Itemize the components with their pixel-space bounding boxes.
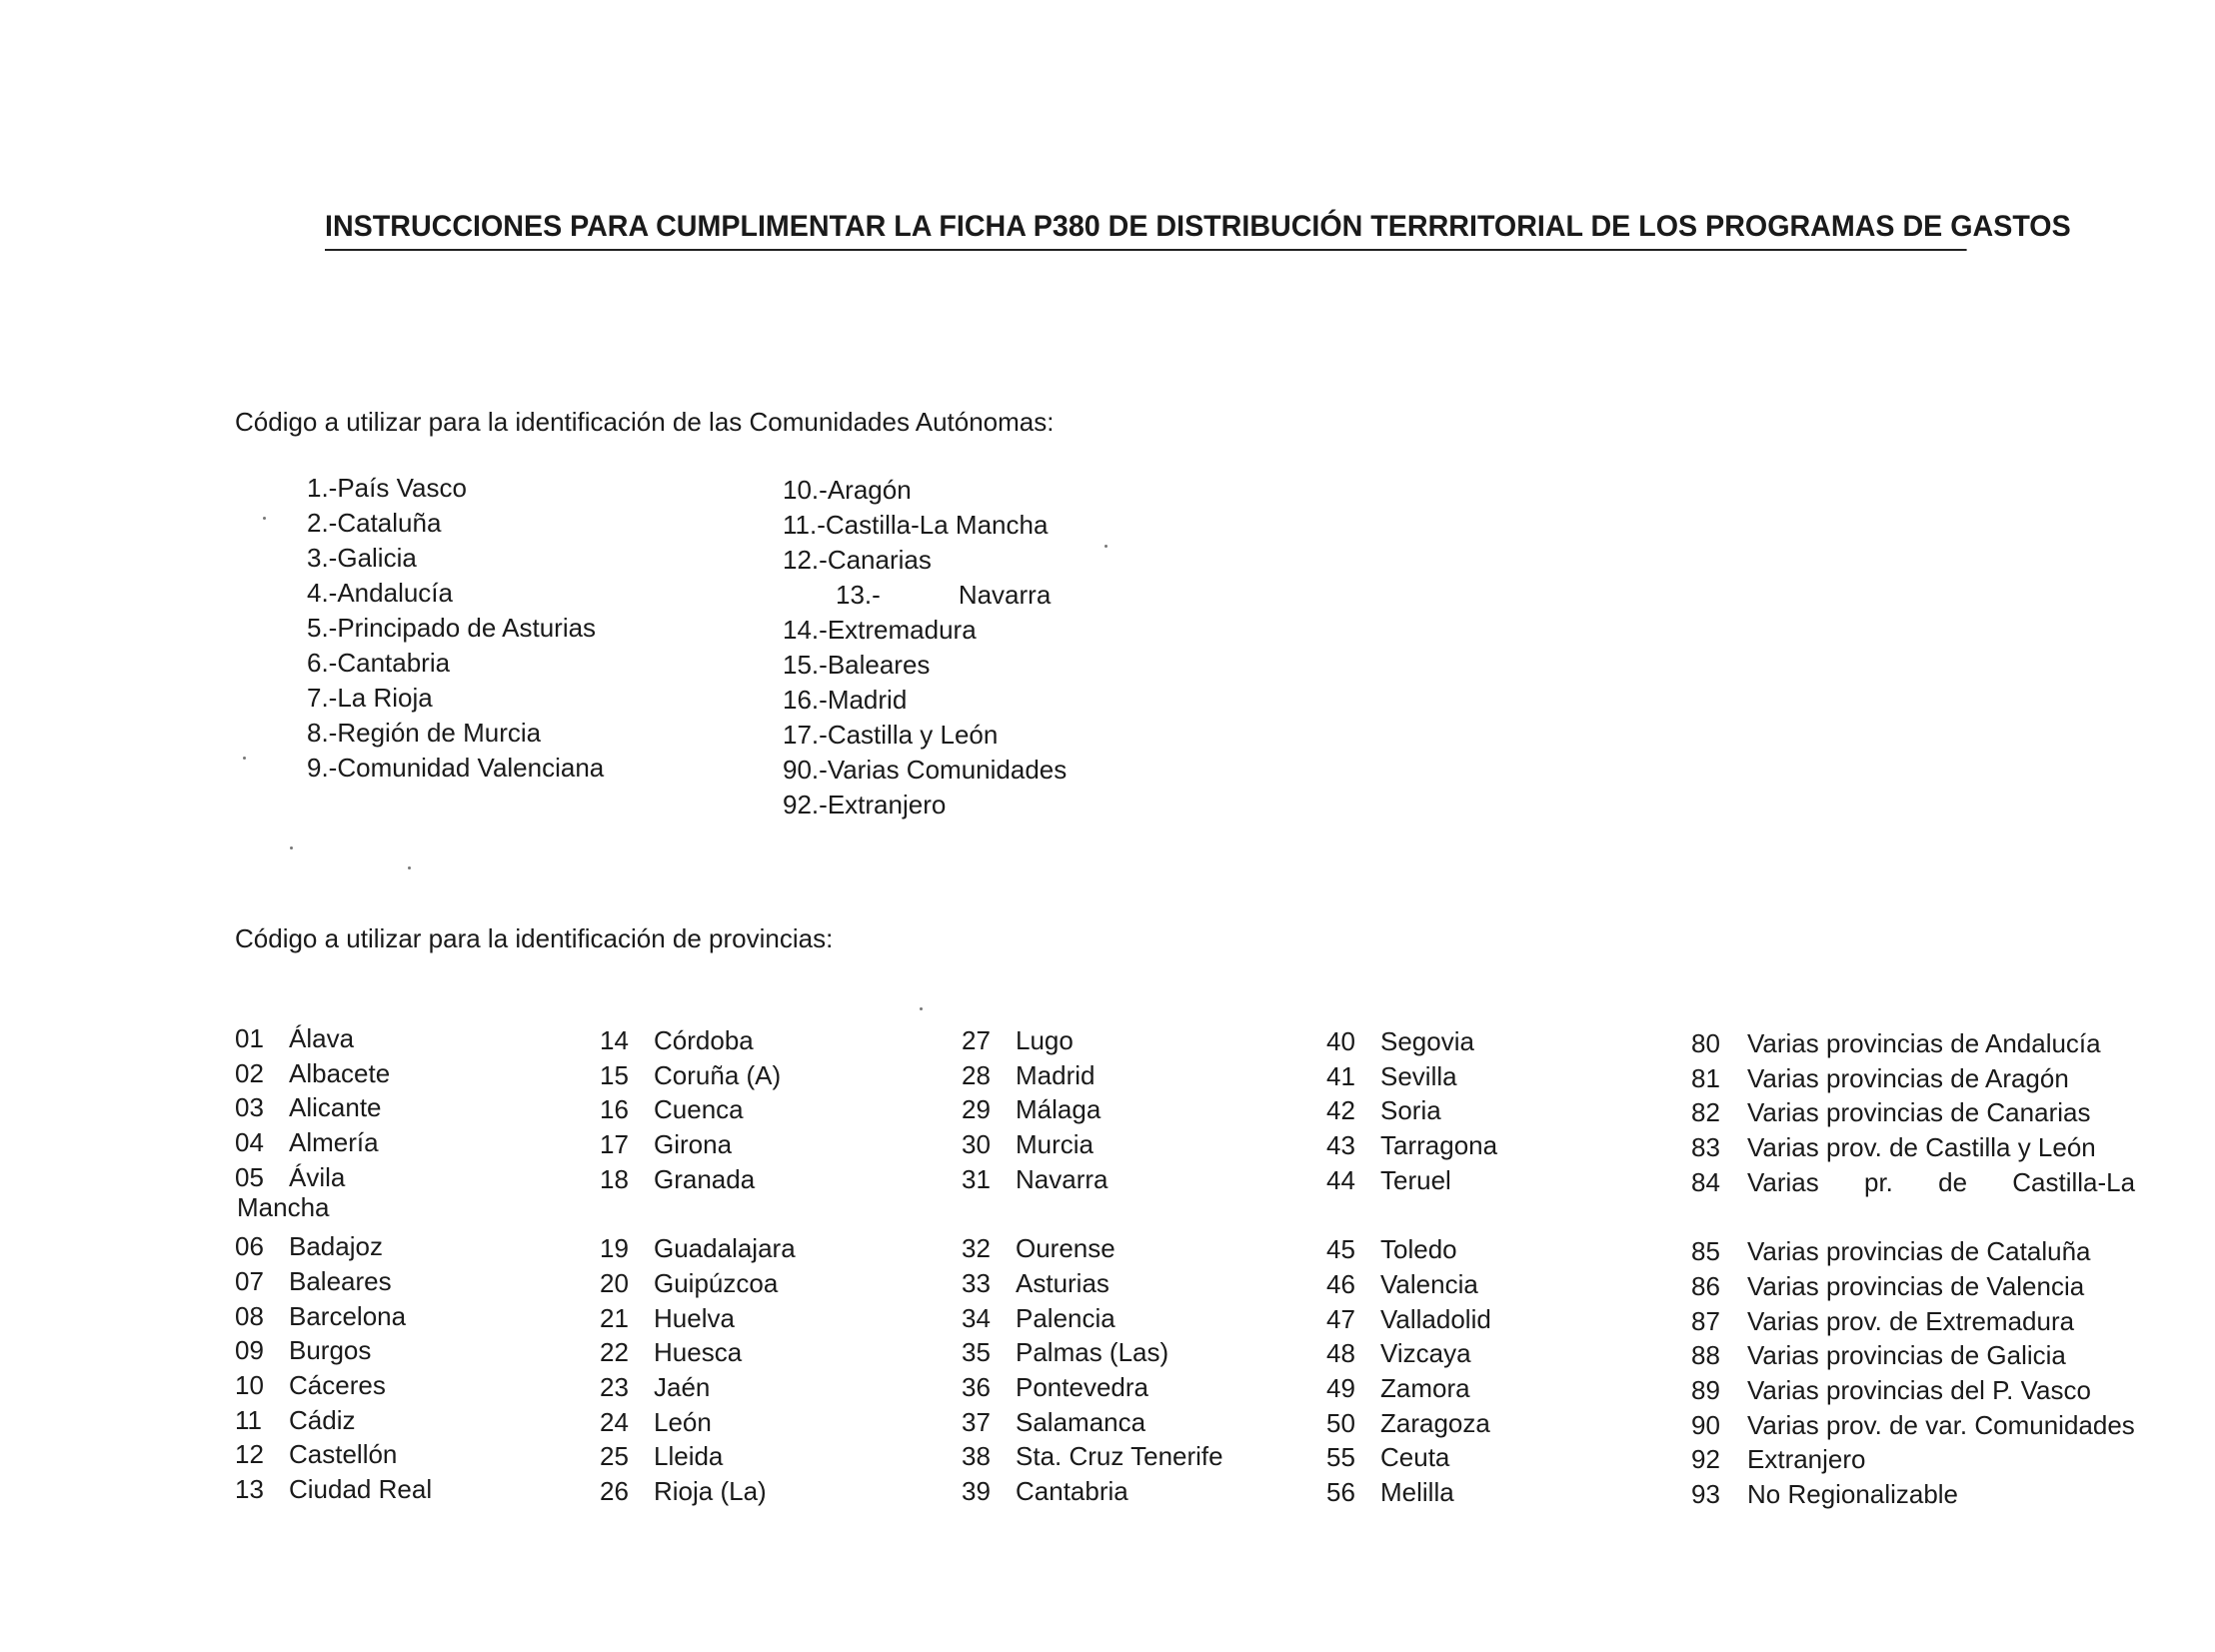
- province-name: Soria: [1380, 1095, 1441, 1126]
- province-name: Cuenca: [654, 1094, 744, 1125]
- province-name: Palencia: [1016, 1302, 1115, 1333]
- province-item: [1691, 1095, 2135, 1130]
- province-code: 45: [1326, 1234, 1355, 1265]
- province-item: [962, 1405, 1223, 1440]
- province-name: Vizcaya: [1380, 1338, 1471, 1369]
- province-code: 25: [600, 1441, 629, 1472]
- province-item: [1691, 1373, 2135, 1408]
- ccaa-item: [307, 541, 604, 576]
- province-item: [962, 1439, 1223, 1474]
- province-name: Cantabria: [1016, 1475, 1128, 1506]
- province-item: [1326, 1093, 1497, 1128]
- province-name: Álava: [289, 1023, 355, 1053]
- province-name: Toledo: [1380, 1234, 1457, 1265]
- province-item: [600, 1370, 796, 1405]
- province-name: Sevilla: [1380, 1060, 1457, 1091]
- province-name: Badajoz: [289, 1231, 383, 1262]
- province-name: Varias provincias de Cataluña: [1747, 1236, 2091, 1267]
- province-name: Almería: [289, 1127, 379, 1158]
- province-code: 83: [1691, 1132, 1720, 1163]
- province-item: [600, 1058, 796, 1093]
- province-name: Ourense: [1016, 1233, 1115, 1264]
- ccaa-item: [307, 506, 604, 541]
- province-item: [962, 1058, 1223, 1093]
- province-name: Zamora: [1380, 1372, 1470, 1403]
- ccaa-item: [783, 613, 1067, 648]
- province-code: 27: [962, 1025, 991, 1055]
- province-code: 46: [1326, 1268, 1355, 1299]
- ccaa-name: País Vasco: [337, 473, 467, 503]
- ccaa-name: Comunidad Valenciana: [337, 753, 605, 783]
- scan-speck: [920, 1007, 923, 1010]
- province-code: 13: [235, 1473, 264, 1504]
- ccaa-code: 3.-: [307, 543, 338, 573]
- ccaa-item: [783, 788, 1067, 823]
- province-item: [600, 1127, 796, 1162]
- province-name: Cádiz: [289, 1404, 356, 1435]
- province-item: [1691, 1408, 2135, 1443]
- ccaa-code: 9.-: [307, 753, 338, 783]
- province-name: Huesca: [654, 1337, 743, 1368]
- ccaa-name: Extranjero: [827, 790, 947, 820]
- province-code: 89: [1691, 1374, 1720, 1405]
- province-name: Valladolid: [1380, 1303, 1491, 1334]
- scan-speck: [243, 757, 246, 760]
- province-code: 18: [600, 1163, 629, 1194]
- ccaa-code: 92.-: [783, 790, 828, 820]
- province-code: 22: [600, 1337, 629, 1368]
- ccaa-name: Castilla-La Mancha: [825, 510, 1049, 540]
- ccaa-item: [307, 646, 604, 681]
- ccaa-name: Madrid: [827, 685, 908, 715]
- provinces-column-4: [1326, 1024, 1497, 1510]
- province-code: 43: [1326, 1130, 1355, 1161]
- province-code: 93: [1691, 1478, 1720, 1509]
- province-name: Guipúzcoa: [654, 1267, 779, 1298]
- province-code: 87: [1691, 1305, 1720, 1336]
- province-code: 02: [235, 1057, 264, 1088]
- province-item: [1326, 1302, 1497, 1337]
- province-name: Madrid: [1016, 1059, 1096, 1090]
- province-code: 33: [962, 1267, 991, 1298]
- province-name: Varias prov. de Extremadura: [1747, 1305, 2075, 1336]
- province-name: Valencia: [1380, 1268, 1478, 1299]
- province-code: 26: [600, 1475, 629, 1506]
- provinces-column-3: [962, 1023, 1223, 1509]
- province-code: 29: [962, 1094, 991, 1125]
- ccaa-item: [783, 578, 1067, 613]
- ccaa-item: [783, 683, 1067, 718]
- ccaa-name: Castilla y León: [827, 720, 999, 750]
- province-name: Rioja (La): [654, 1475, 767, 1506]
- province-item: [600, 1162, 796, 1197]
- province-code: 41: [1326, 1060, 1355, 1091]
- ccaa-name: Región de Murcia: [337, 718, 542, 748]
- province-name: Navarra: [1016, 1163, 1108, 1194]
- province-item: [962, 1370, 1223, 1405]
- province-item: [600, 1266, 796, 1301]
- ccaa-item: [783, 718, 1067, 753]
- province-item: [1691, 1061, 2135, 1096]
- province-item: [600, 1335, 796, 1370]
- province-item: [1326, 1232, 1497, 1267]
- province-code: 14: [600, 1025, 629, 1055]
- province-item: [600, 1092, 796, 1127]
- province-item: [1691, 1026, 2135, 1061]
- province-name: Lugo: [1016, 1025, 1074, 1055]
- province-name: Varias provincias del P. Vasco: [1747, 1374, 2091, 1405]
- scan-speck: [408, 866, 411, 869]
- province-code: 09: [235, 1335, 264, 1366]
- province-code: 10: [235, 1369, 264, 1400]
- province-name: Córdoba: [654, 1025, 754, 1055]
- province-item: [600, 1474, 796, 1509]
- province-code: 03: [235, 1092, 264, 1123]
- ccaa-code: 8.-: [307, 718, 338, 748]
- province-name: Segovia: [1380, 1026, 1474, 1056]
- province-name: Burgos: [289, 1335, 372, 1366]
- province-code: 84: [1691, 1166, 1720, 1197]
- ccaa-code: 15.-: [783, 650, 828, 680]
- province-item: [962, 1092, 1223, 1127]
- province-name: Palmas (Las): [1016, 1337, 1169, 1368]
- province-item: [962, 1023, 1223, 1058]
- ccaa-code: 16.-: [783, 685, 828, 715]
- province-item: [235, 1056, 432, 1091]
- province-code: 35: [962, 1337, 991, 1368]
- province-item: [600, 1439, 796, 1474]
- ccaa-item: [783, 753, 1067, 788]
- province-code: 80: [1691, 1028, 1720, 1058]
- province-code: 55: [1326, 1442, 1355, 1473]
- ccaa-code: 12.-: [783, 545, 828, 575]
- province-item: [1326, 1336, 1497, 1371]
- province-name: Barcelona: [289, 1300, 407, 1331]
- province-name: Baleares: [289, 1265, 392, 1296]
- province-code: 08: [235, 1300, 264, 1331]
- province-item: [235, 1299, 432, 1334]
- province-code: 15: [600, 1059, 629, 1090]
- province-item: [1326, 1267, 1497, 1302]
- province-item: [1326, 1128, 1497, 1163]
- province-name: Zaragoza: [1380, 1407, 1490, 1438]
- ccaa-code: 14.-: [783, 615, 828, 645]
- document-title: INSTRUCCIONES PARA CUMPLIMENTAR LA FICHA P380 DE DISTRIBUCIÓN TERRRITORIAL DE LOS PROGRAMAS DE GASTOS: [325, 205, 1967, 251]
- ccaa-item: [307, 681, 604, 716]
- province-code: 28: [962, 1059, 991, 1090]
- ccaa-name: Canarias: [827, 545, 932, 575]
- province-code: 85: [1691, 1236, 1720, 1267]
- ccaa-code: 90.-: [783, 755, 828, 785]
- province-item: [235, 1472, 432, 1507]
- ccaa-name: La Rioja: [337, 683, 433, 713]
- province-item: [1691, 1304, 2135, 1339]
- province-code: 06: [235, 1231, 264, 1262]
- province-code: 38: [962, 1441, 991, 1472]
- province-name: Huelva: [654, 1302, 735, 1333]
- province-name: Extranjero: [1747, 1444, 1866, 1475]
- province-item: [1326, 1163, 1497, 1198]
- province-name: Albacete: [289, 1057, 391, 1088]
- province-code: 01: [235, 1023, 264, 1053]
- province-name: Málaga: [1016, 1094, 1102, 1125]
- province-item: [1691, 1130, 2135, 1165]
- province-item: [962, 1474, 1223, 1509]
- ccaa-name: Cataluña: [337, 508, 442, 538]
- province-item: [1691, 1338, 2135, 1373]
- province-code: 44: [1326, 1164, 1355, 1195]
- ccaa-name: Principado de Asturias: [337, 613, 597, 643]
- ccaa-code: 13.-: [836, 580, 881, 610]
- province-code: 12: [235, 1439, 264, 1470]
- province-item: [962, 1231, 1223, 1266]
- ccaa-item: [307, 471, 604, 506]
- province-name: Ciudad Real: [289, 1473, 433, 1504]
- scan-speck: [1105, 545, 1108, 548]
- province-code: 19: [600, 1233, 629, 1264]
- ccaa-code: 5.-: [307, 613, 338, 643]
- province-item: [1326, 1406, 1497, 1441]
- province-name: Varias prov. de Castilla y León: [1747, 1132, 2096, 1163]
- ccaa-name: Extremadura: [827, 615, 977, 645]
- province-code: 20: [600, 1267, 629, 1298]
- ccaa-name: Cantabria: [337, 648, 451, 678]
- province-item: [600, 1405, 796, 1440]
- province-code: 49: [1326, 1372, 1355, 1403]
- province-item: [1691, 1269, 2135, 1304]
- province-item: [1691, 1442, 2135, 1477]
- province-name: Varias provincias de Aragón: [1747, 1062, 2069, 1093]
- scan-speck: [290, 846, 293, 849]
- province-code: 17: [600, 1129, 629, 1160]
- province-name: Granada: [654, 1163, 756, 1194]
- ccaa-heading: Código a utilizar para la identificación de las Comunidades Autónomas:: [235, 407, 1055, 437]
- ccaa-name: Baleares: [827, 650, 931, 680]
- province-name: Pontevedra: [1016, 1371, 1148, 1402]
- ccaa-item: [783, 473, 1067, 508]
- wrap-spacer: [1691, 1199, 2135, 1234]
- province-code: 88: [1691, 1340, 1720, 1371]
- province-code: 21: [600, 1302, 629, 1333]
- ccaa-name: Galicia: [337, 543, 417, 573]
- ccaa-list-left: [307, 471, 604, 786]
- province-name: Girona: [654, 1129, 733, 1160]
- ccaa-item: [307, 751, 604, 786]
- provinces-column-1: [235, 1021, 432, 1507]
- province-item: [235, 1090, 432, 1125]
- province-code: 42: [1326, 1095, 1355, 1126]
- province-code: 40: [1326, 1026, 1355, 1056]
- ccaa-name: Andalucía: [337, 578, 453, 608]
- ccaa-code: 4.-: [307, 578, 338, 608]
- wrap-spacer: [1326, 1197, 1497, 1232]
- province-name: Varias provincias de Galicia: [1747, 1340, 2066, 1371]
- province-name: Cáceres: [289, 1369, 386, 1400]
- ccaa-name: Varias Comunidades: [827, 755, 1068, 785]
- wrapped-continuation-text: Mancha: [237, 1192, 330, 1222]
- province-code: 31: [962, 1163, 991, 1194]
- province-name: Salamanca: [1016, 1406, 1146, 1437]
- province-item: [235, 1229, 432, 1264]
- province-name: Murcia: [1016, 1129, 1095, 1160]
- province-name: Ceuta: [1380, 1442, 1450, 1473]
- province-name: Guadalajara: [654, 1233, 796, 1264]
- province-item: [235, 1368, 432, 1403]
- province-item: [235, 1021, 432, 1056]
- province-item: [1326, 1059, 1497, 1094]
- province-item: [962, 1162, 1223, 1197]
- province-code: 16: [600, 1094, 629, 1125]
- province-item: [962, 1266, 1223, 1301]
- province-name: Alicante: [289, 1092, 382, 1123]
- province-name: Varias prov. de var. Comunidades: [1747, 1409, 2135, 1440]
- province-code: 32: [962, 1233, 991, 1264]
- province-code: 56: [1326, 1476, 1355, 1507]
- province-name: Lleida: [654, 1441, 724, 1472]
- province-name: Asturias: [1016, 1267, 1109, 1298]
- province-item: [235, 1403, 432, 1438]
- ccaa-code: 6.-: [307, 648, 338, 678]
- province-item: [1326, 1440, 1497, 1475]
- province-code: 82: [1691, 1097, 1720, 1128]
- province-name: Varias pr. de Castilla-La: [1747, 1166, 2136, 1197]
- province-code: 39: [962, 1475, 991, 1506]
- province-name: León: [654, 1406, 712, 1437]
- province-name: Tarragona: [1380, 1130, 1498, 1161]
- province-name: Varias provincias de Andalucía: [1747, 1028, 2101, 1058]
- province-item: [962, 1301, 1223, 1336]
- province-item: [1326, 1371, 1497, 1406]
- ccaa-item: [783, 543, 1067, 578]
- ccaa-code: 7.-: [307, 683, 338, 713]
- province-item: [235, 1437, 432, 1472]
- province-code: 90: [1691, 1409, 1720, 1440]
- ccaa-name: Aragón: [827, 475, 912, 505]
- ccaa-code: 2.-: [307, 508, 338, 538]
- province-name: Ávila: [289, 1161, 346, 1192]
- province-item: [235, 1264, 432, 1299]
- province-name: Teruel: [1380, 1164, 1451, 1195]
- province-item: [235, 1125, 432, 1160]
- wrap-spacer: [600, 1196, 796, 1231]
- province-name: Castellón: [289, 1439, 398, 1470]
- ccaa-item: [307, 716, 604, 751]
- province-name: Jaén: [654, 1371, 711, 1402]
- province-item: [600, 1023, 796, 1058]
- province-item: [1326, 1475, 1497, 1510]
- province-code: 36: [962, 1371, 991, 1402]
- ccaa-code: 17.-: [783, 720, 828, 750]
- province-code: 92: [1691, 1444, 1720, 1475]
- province-code: 24: [600, 1406, 629, 1437]
- province-item: [1691, 1477, 2135, 1512]
- ccaa-list-right: [783, 473, 1067, 823]
- province-code: 47: [1326, 1303, 1355, 1334]
- province-code: 50: [1326, 1407, 1355, 1438]
- ccaa-item: [783, 648, 1067, 683]
- ccaa-item: [783, 508, 1067, 543]
- province-item: [600, 1301, 796, 1336]
- province-item: [235, 1333, 432, 1368]
- province-name: Varias provincias de Canarias: [1747, 1097, 2091, 1128]
- province-name: Sta. Cruz Tenerife: [1016, 1441, 1223, 1472]
- province-code: 23: [600, 1371, 629, 1402]
- ccaa-name: Navarra: [958, 580, 1052, 610]
- province-item: [1691, 1234, 2135, 1269]
- province-code: 37: [962, 1406, 991, 1437]
- provinces-column-5: [1691, 1026, 2135, 1512]
- wrap-spacer: [962, 1196, 1223, 1231]
- province-item: [962, 1335, 1223, 1370]
- province-code: 04: [235, 1127, 264, 1158]
- provinces-heading: Código a utilizar para la identificación de provincias:: [235, 923, 834, 953]
- province-name: Coruña (A): [654, 1059, 782, 1090]
- ccaa-code: 11.-: [783, 510, 826, 540]
- province-item: [962, 1127, 1223, 1162]
- province-code: 11: [235, 1404, 262, 1435]
- province-code: 30: [962, 1129, 991, 1160]
- province-code: 81: [1691, 1062, 1720, 1093]
- province-code: 07: [235, 1265, 264, 1296]
- ccaa-item: [307, 611, 604, 646]
- province-item: [1326, 1024, 1497, 1059]
- ccaa-item: [307, 576, 604, 611]
- province-code: 05: [235, 1161, 264, 1192]
- province-name: No Regionalizable: [1747, 1478, 1959, 1509]
- province-item: [600, 1231, 796, 1266]
- provinces-column-2: [600, 1023, 796, 1509]
- province-name: Varias provincias de Valencia: [1747, 1270, 2085, 1301]
- province-item: [1691, 1165, 2135, 1200]
- province-code: 34: [962, 1302, 991, 1333]
- province-code: 86: [1691, 1270, 1720, 1301]
- ccaa-code: 10.-: [783, 475, 828, 505]
- province-name: Melilla: [1380, 1476, 1454, 1507]
- scan-speck: [263, 517, 266, 520]
- ccaa-code: 1.-: [307, 473, 338, 503]
- province-code: 48: [1326, 1338, 1355, 1369]
